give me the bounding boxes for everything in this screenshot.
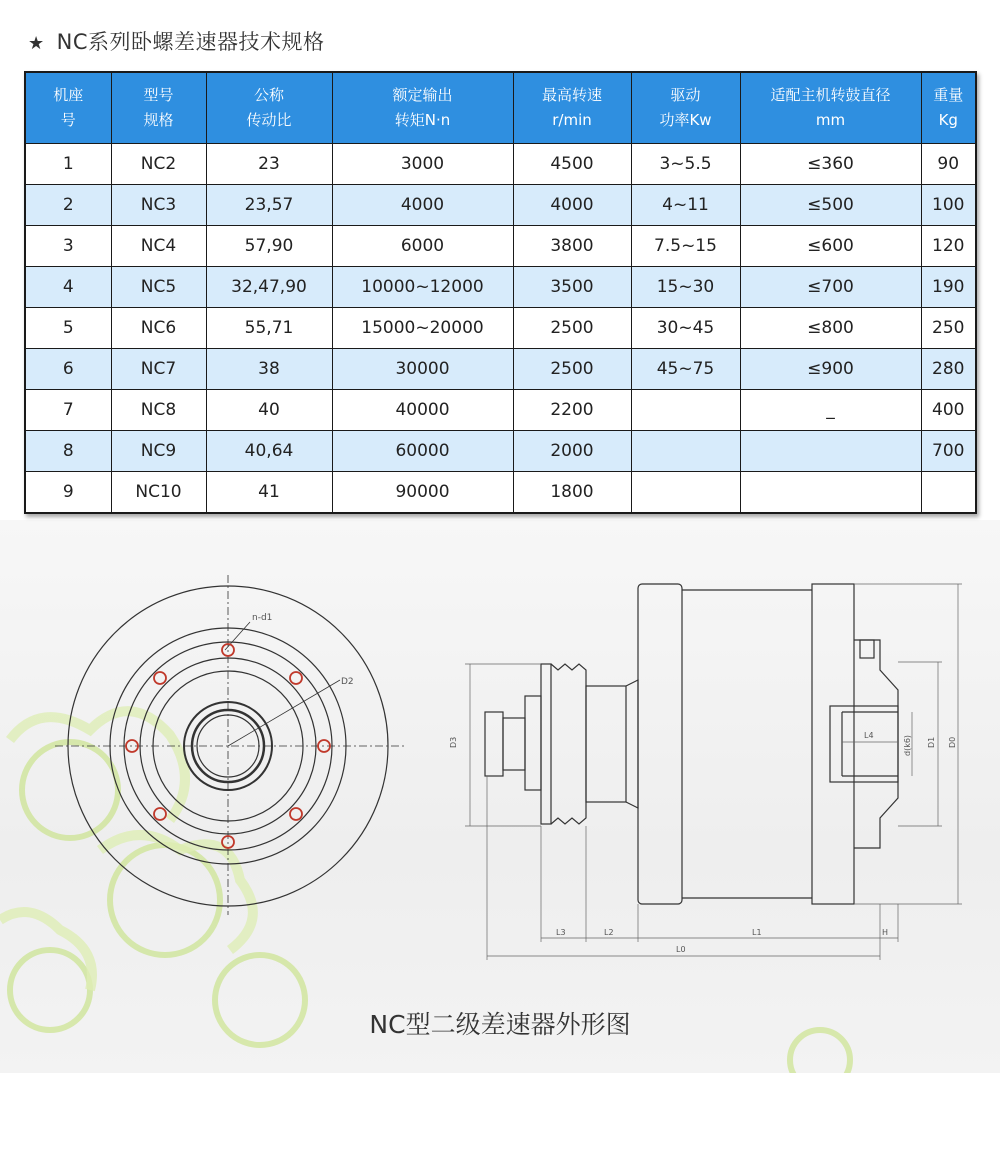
table-cell: NC2	[111, 144, 206, 185]
table-cell: 190	[921, 267, 976, 308]
table-cell: 3000	[332, 144, 513, 185]
label-l0: L0	[676, 945, 686, 954]
table-cell: 3500	[513, 267, 631, 308]
table-cell: 2000	[513, 431, 631, 472]
table-cell: 60000	[332, 431, 513, 472]
table-cell: ≤700	[740, 267, 921, 308]
table-row	[25, 226, 976, 267]
table-cell: 4~11	[631, 185, 740, 226]
table-cell: 40,64	[206, 431, 332, 472]
title-text: NC系列卧螺差速器技术规格	[56, 30, 325, 54]
table-row	[25, 390, 976, 431]
table-cell: 100	[921, 185, 976, 226]
table-cell: 2	[25, 185, 111, 226]
table-cell: 3	[25, 226, 111, 267]
table-cell: 1	[25, 144, 111, 185]
spec-table	[24, 71, 977, 514]
table-cell: ≤600	[740, 226, 921, 267]
table-cell: 6000	[332, 226, 513, 267]
table-cell: 2500	[513, 349, 631, 390]
table-cell: 30~45	[631, 308, 740, 349]
table-row	[25, 267, 976, 308]
table-cell: 120	[921, 226, 976, 267]
table-cell: NC7	[111, 349, 206, 390]
table-cell: 250	[921, 308, 976, 349]
table-cell: 4500	[513, 144, 631, 185]
table-cell: 41	[206, 472, 332, 514]
table-cell	[921, 472, 976, 514]
table-cell: 10000~12000	[332, 267, 513, 308]
page-title	[28, 26, 325, 56]
table-cell: 30000	[332, 349, 513, 390]
table-cell: NC9	[111, 431, 206, 472]
header-frame-no: 机座 号	[25, 72, 111, 144]
label-l3: L3	[556, 928, 566, 937]
front-view	[55, 575, 405, 915]
table-cell: 6	[25, 349, 111, 390]
table-cell: 9	[25, 472, 111, 514]
table-cell: 23,57	[206, 185, 332, 226]
table-cell: 5	[25, 308, 111, 349]
header-drum-diameter: 适配主机转鼓直径 mm	[740, 72, 921, 144]
header-ratio: 公称 传动比	[206, 72, 332, 144]
table-cell: 23	[206, 144, 332, 185]
table-cell: ≤900	[740, 349, 921, 390]
table-cell: 57,90	[206, 226, 332, 267]
label-h: H	[882, 928, 889, 937]
table-cell: ≤500	[740, 185, 921, 226]
table-cell: 3~5.5	[631, 144, 740, 185]
label-l2: L2	[604, 928, 614, 937]
table-cell: 45~75	[631, 349, 740, 390]
table-cell: ≤360	[740, 144, 921, 185]
label-d1: D1	[927, 736, 936, 748]
dimension-lines	[465, 584, 962, 960]
label-d0: D0	[948, 736, 957, 748]
header-weight: 重量 Kg	[921, 72, 976, 144]
label-hole: n-d1	[252, 613, 273, 623]
table-cell: NC4	[111, 226, 206, 267]
side-view	[485, 584, 898, 904]
table-cell: 7.5~15	[631, 226, 740, 267]
header-max-speed: 最高转速 r/min	[513, 72, 631, 144]
header-model: 型号 规格	[111, 72, 206, 144]
table-row	[25, 144, 976, 185]
table-cell: 15000~20000	[332, 308, 513, 349]
label-l1: L1	[752, 928, 762, 937]
table-row	[25, 349, 976, 390]
table-row	[25, 431, 976, 472]
table-cell: NC3	[111, 185, 206, 226]
table-cell	[740, 431, 921, 472]
table-cell: 40	[206, 390, 332, 431]
label-l4: L4	[864, 731, 874, 740]
star-icon: ★	[28, 33, 45, 54]
table-cell: 400	[921, 390, 976, 431]
label-d3: D3	[449, 736, 458, 748]
label-dk: d(k6)	[903, 734, 912, 756]
table-cell: NC5	[111, 267, 206, 308]
table-cell: 55,71	[206, 308, 332, 349]
table-cell	[631, 472, 740, 514]
table-cell: 700	[921, 431, 976, 472]
table-cell: 2500	[513, 308, 631, 349]
table-row	[25, 472, 976, 514]
table-cell: ≤800	[740, 308, 921, 349]
drawing-caption: NC型二级差速器外形图	[369, 1010, 631, 1039]
table-cell: 7	[25, 390, 111, 431]
table-cell: 4000	[332, 185, 513, 226]
header-torque: 额定输出 转矩N·n	[332, 72, 513, 144]
table-cell: 15~30	[631, 267, 740, 308]
table-cell: 1800	[513, 472, 631, 514]
table-cell: 280	[921, 349, 976, 390]
table-cell: _	[740, 390, 921, 431]
table-cell: 8	[25, 431, 111, 472]
table-cell	[631, 431, 740, 472]
label-d2: D2	[341, 677, 354, 687]
table-cell: 32,47,90	[206, 267, 332, 308]
table-cell: 4000	[513, 185, 631, 226]
table-cell: 90	[921, 144, 976, 185]
header-power: 驱动 功率Kw	[631, 72, 740, 144]
table-header-row	[25, 72, 976, 144]
table-cell: 40000	[332, 390, 513, 431]
table-row	[25, 185, 976, 226]
table-cell: 90000	[332, 472, 513, 514]
table-cell: 3800	[513, 226, 631, 267]
table-cell: NC10	[111, 472, 206, 514]
table-cell: 38	[206, 349, 332, 390]
table-cell: NC6	[111, 308, 206, 349]
table-cell	[631, 390, 740, 431]
technical-drawing	[0, 540, 1000, 1010]
table-cell: NC8	[111, 390, 206, 431]
table-cell	[740, 472, 921, 514]
table-cell: 4	[25, 267, 111, 308]
table-cell: 2200	[513, 390, 631, 431]
table-row	[25, 308, 976, 349]
